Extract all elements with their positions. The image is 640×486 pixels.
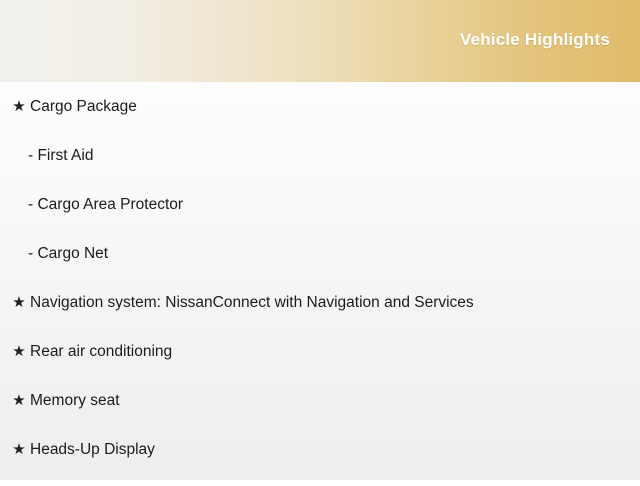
list-item-label: - First Aid	[28, 147, 94, 164]
list-item	[0, 437, 640, 486]
highlights-list	[0, 82, 640, 480]
star-icon: ★	[12, 343, 26, 360]
star-icon: ★	[12, 441, 26, 458]
list-item	[0, 192, 640, 241]
star-icon: ★	[12, 392, 26, 409]
list-item-label: Heads-Up Display	[30, 441, 155, 458]
list-item-label: - Cargo Net	[28, 245, 109, 262]
list-item	[0, 143, 640, 192]
list-item	[0, 339, 640, 388]
star-icon: ★	[12, 294, 26, 311]
list-item-label: Navigation system: NissanConnect with Navigation and Services	[30, 294, 474, 311]
list-item-label: Memory seat	[30, 392, 120, 409]
list-item	[0, 290, 640, 339]
star-icon: ★	[12, 98, 26, 115]
list-item	[0, 94, 640, 143]
list-item-label: Cargo Package	[30, 98, 137, 115]
list-item	[0, 388, 640, 437]
list-item-label: - Cargo Area Protector	[28, 196, 184, 213]
header-band	[0, 0, 640, 82]
list-item	[0, 241, 640, 290]
page-title: Vehicle Highlights	[459, 30, 610, 49]
list-item-label: Rear air conditioning	[30, 343, 173, 360]
